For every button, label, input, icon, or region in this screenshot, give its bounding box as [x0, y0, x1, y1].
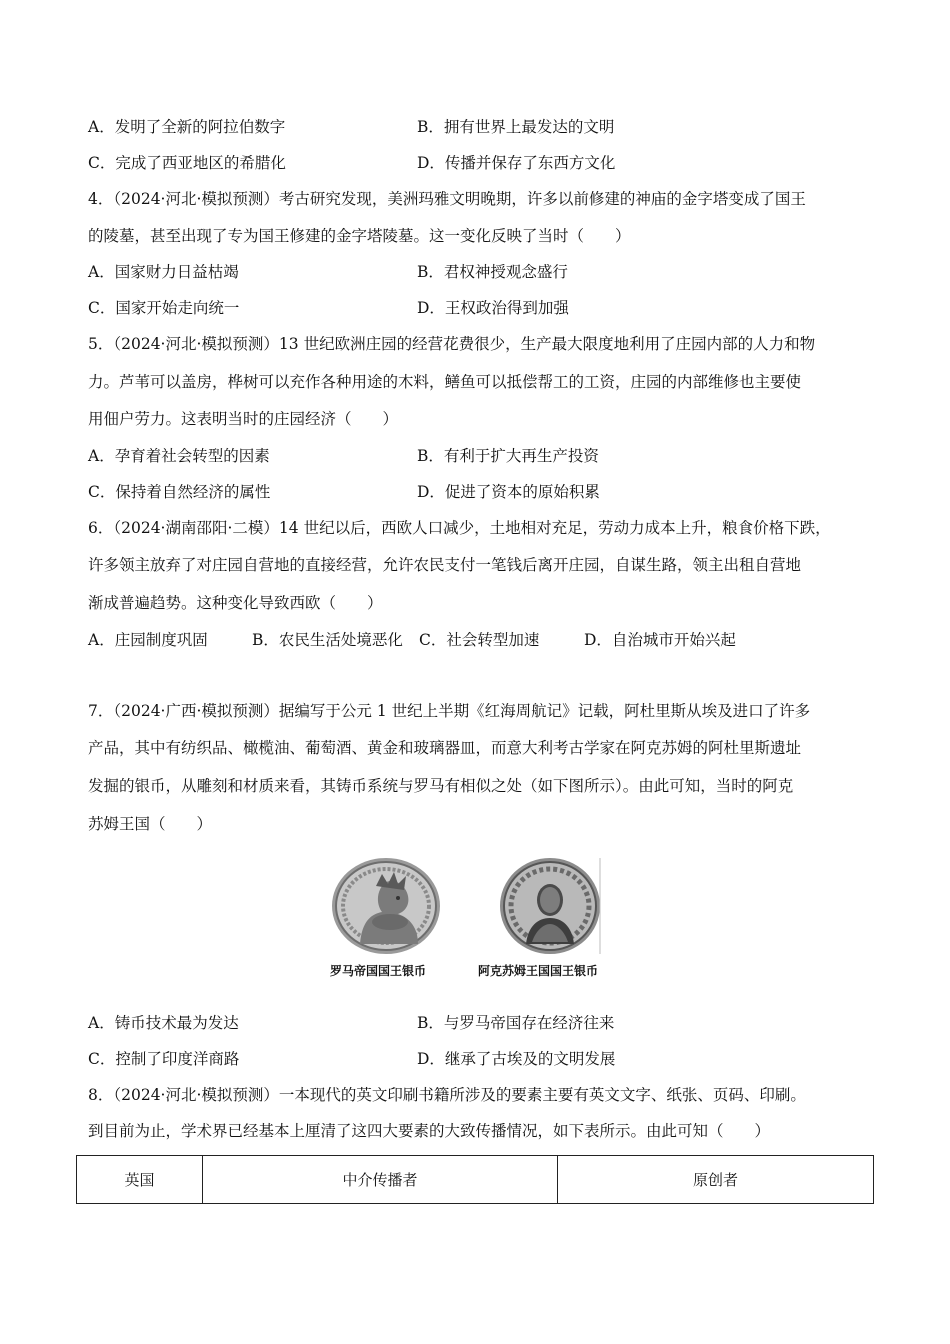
q7-stem-line-3: 发掘的银币，从雕刻和材质来看，其铸币系统与罗马有相似之处（如下图所示）。由此可知，当时的阿克	[88, 777, 794, 795]
q7-stem-line-2: 产品，其中有纺织品、橄榄油、葡萄酒、黄金和玻璃器皿，而意大利考古学家在阿克苏姆的阿杜里斯遗址	[88, 739, 802, 757]
q4-option-a: A．国家财力日益枯竭	[88, 263, 239, 281]
q4-option-b: B．君权神授观念盛行	[417, 263, 568, 281]
q7-stem-line-1: 7．（2024·广西·模拟预测）据编写于公元 1 世纪上半期《红海周航记》记载，阿杜里斯从埃及进口了许多	[88, 702, 811, 720]
aksumite-coin-image	[500, 858, 600, 954]
q7-option-d: D．继承了古埃及的文明发展	[417, 1050, 616, 1068]
table-row	[77, 1156, 874, 1204]
q5-option-a: A．孕育着社会转型的因素	[88, 447, 270, 465]
q4-stem-line-1: 4．（2024·河北·模拟预测）考古研究发现，美洲玛雅文明晚期，许多以前修建的神庙的金字塔变成了国王	[88, 190, 806, 208]
q4-stem-line-2: 的陵墓，甚至出现了专为国王修建的金字塔陵墓。这一变化反映了当时（ ）	[88, 227, 631, 245]
table-header-cell: 英国	[77, 1156, 203, 1204]
q3-option-b: B．拥有世界上最发达的文明	[417, 118, 615, 136]
q3-option-d: D．传播并保存了东西方文化	[417, 154, 616, 172]
q7-option-b: B．与罗马帝国存在经济往来	[417, 1014, 615, 1032]
q7-stem-line-4: 苏姆王国（ ）	[88, 815, 213, 833]
q5-stem-line-2: 力。芦苇可以盖房，桦树可以充作各种用途的木料，鳝鱼可以抵偿帮工的工资，庄园的内部维修也主要使	[88, 373, 802, 391]
q8-table	[76, 1155, 874, 1204]
roman-coin-image	[332, 858, 440, 954]
coin-left-caption: 罗马帝国国王银币	[330, 964, 427, 978]
q8-stem-line-1: 8．（2024·河北·模拟预测）一本现代的英文印刷书籍所涉及的要素主要有英文文字、纸张、页码、印刷。	[88, 1086, 806, 1104]
q7-option-a: A．铸币技术最为发达	[88, 1014, 239, 1032]
q5-stem-line-1: 5．（2024·河北·模拟预测）13 世纪欧洲庄园的经营花费很少，生产最大限度地利用了庄园内部的人力和物	[88, 335, 816, 353]
q6-stem-line-2: 许多领主放弃了对庄园自营地的直接经营，允许农民支付一笔钱后离开庄园，自谋生路，领主出租自营地	[88, 556, 802, 574]
table-header-cell: 原创者	[558, 1156, 874, 1204]
q5-stem-line-3: 用佃户劳力。这表明当时的庄园经济（ ）	[88, 410, 399, 428]
coin-images	[320, 856, 630, 960]
q6-option-b: B．农民生活处境恶化	[252, 631, 403, 649]
q5-option-d: D．促进了资本的原始积累	[417, 483, 600, 501]
q5-option-b: B．有利于扩大再生产投资	[417, 447, 599, 465]
q8-stem-line-2: 到目前为止，学术界已经基本上厘清了这四大要素的大致传播情况，如下表所示。由此可知（ ）	[88, 1122, 771, 1140]
table-header-cell: 中介传播者	[203, 1156, 558, 1204]
coin-figure	[320, 856, 630, 986]
q6-stem-line-3: 渐成普遍趋势。这种变化导致西欧（ ）	[88, 594, 383, 612]
q6-option-c: C．社会转型加速	[419, 631, 540, 649]
q3-option-c: C．完成了西亚地区的希腊化	[88, 154, 286, 172]
q4-option-d: D．王权政治得到加强	[417, 299, 569, 317]
q3-option-a: A．发明了全新的阿拉伯数字	[88, 118, 286, 136]
q6-stem-line-1: 6．（2024·湖南邵阳·二模）14 世纪以后，西欧人口减少，土地相对充足，劳动力成本上升，粮食价格下跌，	[88, 519, 831, 537]
q7-option-c: C．控制了印度洋商路	[88, 1050, 240, 1068]
q6-option-a: A．庄园制度巩固	[88, 631, 208, 649]
q5-option-c: C．保持着自然经济的属性	[88, 483, 271, 501]
q6-option-d: D．自治城市开始兴起	[584, 631, 736, 649]
q4-option-c: C．国家开始走向统一	[88, 299, 240, 317]
coin-right-caption: 阿克苏姆王国国王银币	[478, 964, 599, 978]
